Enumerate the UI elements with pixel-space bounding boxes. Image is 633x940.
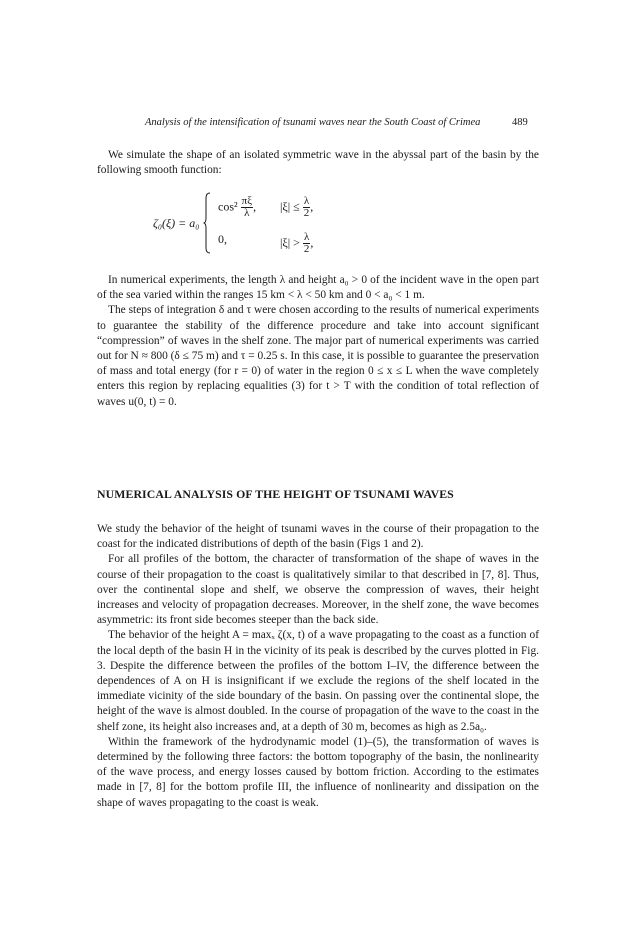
case2-expression: 0, (218, 232, 227, 246)
paragraph-study-behavior: We study the behavior of the height of tsunami waves in the course of their propagation to the coast for the indicated distributions of depth of the basin (Figs 1 and 2). (97, 523, 539, 551)
case1-cond-numerator: λ (303, 195, 310, 207)
case1-cond-prefix: |ξ| ≤ (280, 199, 300, 214)
case1-frac-denominator: λ (244, 207, 250, 219)
paragraph-hydrodynamic-model: Within the framework of the hydrodynamic model (1)–(5), the transformation of waves is determined by the following three factors: the bottom topography of the basin, the nonlinearity of the wave process, and energy losses caused by bottom friction. According to the estimates made in [7, 8] for the bottom profile III, the influence of nonlinearity and dissipation on the shape of waves propagating to the coast is weak. (97, 735, 539, 809)
case2-cond-prefix: |ξ| > (280, 235, 300, 250)
wave-shape-equation (150, 190, 450, 260)
case2-cond-numerator: λ (304, 231, 310, 243)
running-header (0, 115, 633, 131)
case1-fraction (241, 196, 253, 219)
page-number: 489 (512, 117, 528, 128)
case1-expr-suffix: , (253, 199, 257, 214)
case2-cond-denominator: 2 (303, 243, 310, 255)
case1-condition (280, 196, 313, 219)
case1-expression (218, 196, 256, 219)
case1-cond-suffix: , (310, 199, 314, 214)
experiments-block (97, 273, 539, 410)
intro-paragraph: We simulate the shape of an isolated symmetric wave in the abyssal part of the basin by the following smooth function: (97, 149, 539, 177)
paragraph-height-behavior: The behavior of the height A = maxₓ ζ(x, t) of a wave propagating to the coast as a function of the local depth of the basin H in the vicinity of its peak is described by the curves plotted in Fig. 3. Despite the difference between the profiles of the bottom I–IV, the difference between the dependences of A on H is insignificant if we exclude the regions of the shelf located in the immediate vicinity of the side boundary of the basin. On passing over the continental slope, the height of the wave is almost doubled. In the course of propagation of the wave to the coast in the shelf zone, its height also increases and, at a depth of 30 m, becomes as high as 2.5a₀. (97, 629, 539, 733)
case2-condition (280, 232, 313, 255)
paragraph-integration-steps: The steps of integration δ and τ were chosen according to the results of numerical experiments to guarantee the stability of the difference procedure and take into account significant “compression” of waves in the shelf zone. The major part of numerical experiments was carried out for N ≈ 800 (δ ≤ 75 m) and τ = 0.25 s. In this case, it is possible to guarantee the preservation of mass and total energy (for r = 0) of water in the region 0 ≤ x ≤ L when the wave completely enters this region by replacing equalities (3) for t > T with the condition of total reflection of waves u(0, t) = 0. (97, 304, 540, 408)
equation-lhs: ζ₀(ξ) = a₀ (153, 216, 200, 230)
paragraph-transformation: For all profiles of the bottom, the character of transformation of the shape of waves in the course of their propagation to the coast is qualitatively similar to that described in [7, 8]. Thus, over the continental slope and shelf, we observe the compression of waves, their height increases and velocity of propagation decreases. Moreover, in the shelf zone, the wave becomes asymmetric: its front side becomes steeper than the back side. (97, 553, 539, 627)
case1-cond-denominator: 2 (303, 207, 310, 219)
case1-frac-numerator: πξ (241, 195, 253, 207)
case1-expr-prefix: cos² (218, 199, 238, 214)
section-heading: NUMERICAL ANALYSIS OF THE HEIGHT OF TSUNAMI WAVES (97, 487, 454, 501)
analysis-block (97, 522, 539, 811)
intro-block (97, 148, 539, 178)
running-title: Analysis of the intensification of tsunami waves near the South Coast of Crimea (145, 117, 481, 128)
case2-cond-suffix: , (310, 235, 314, 250)
left-brace (203, 192, 211, 254)
paragraph-wave-parameters: In numerical experiments, the length λ and height a₀ > 0 of the incident wave in the open part of the sea varied within the ranges 15 km < λ < 50 km and 0 < a₀ < 1 m. (97, 274, 539, 302)
